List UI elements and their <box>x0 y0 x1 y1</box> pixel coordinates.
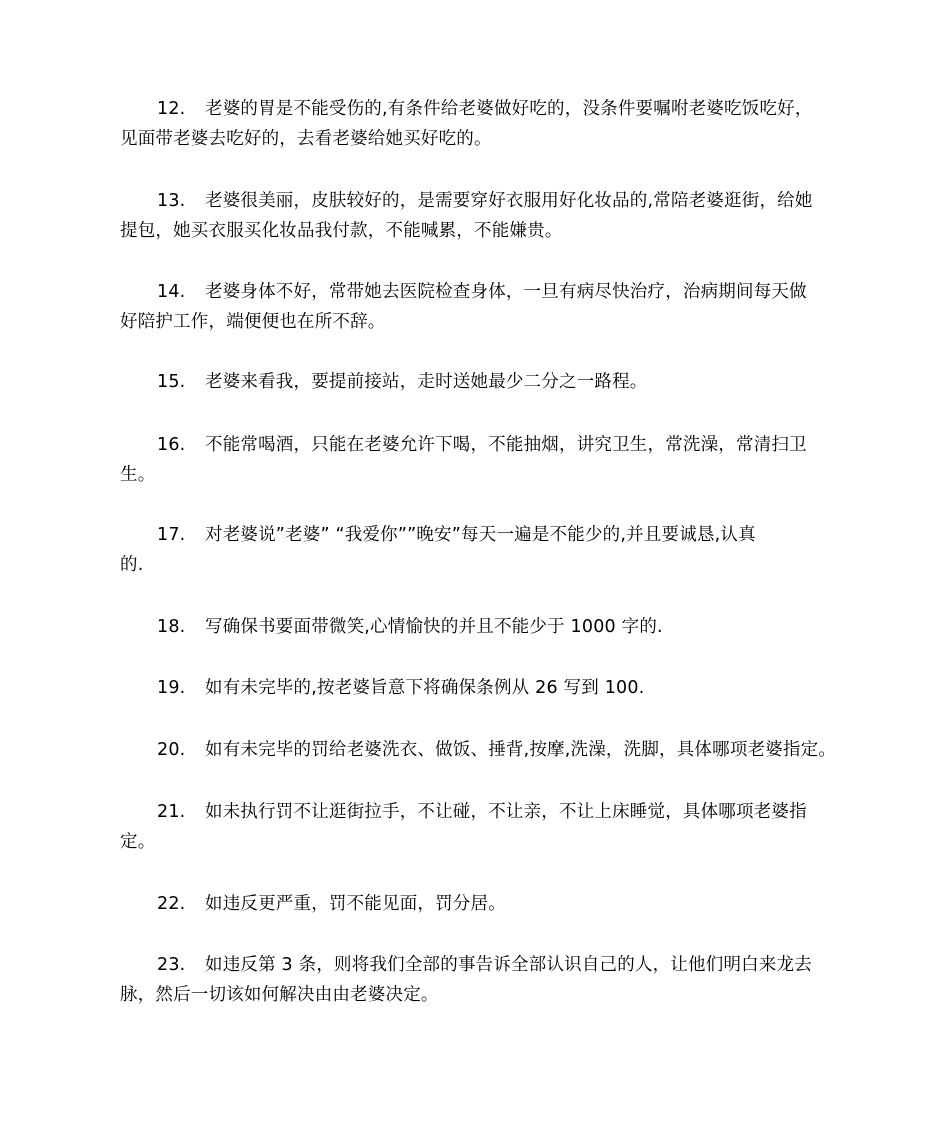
list-item <box>120 94 840 154</box>
list-item <box>120 673 840 703</box>
item-text: 不能常喝酒，只能在老婆允许下喝，不能抽烟，讲究卫生，常洗澡，常清扫卫 <box>205 435 807 455</box>
item-first-line <box>120 186 840 216</box>
list-item <box>120 797 840 857</box>
item-number: 21. <box>157 802 186 822</box>
item-continuation: 好陪护工作，端便便也在所不辞。 <box>120 312 386 332</box>
list-item <box>120 430 840 490</box>
item-continuation: 见面带老婆去吃好的，去看老婆给她买好吃的。 <box>120 129 492 149</box>
item-continuation: 脉，然后一切该如何解决由由老婆决定。 <box>120 985 439 1005</box>
item-first-line <box>120 367 840 397</box>
item-number: 16. <box>157 435 186 455</box>
list-item <box>120 520 840 580</box>
list-item <box>120 612 840 642</box>
item-continuation: 的. <box>120 555 144 575</box>
item-first-line <box>120 94 840 124</box>
item-text: 老婆很美丽，皮肤较好的，是需要穿好衣服用好化妆品的,常陪老婆逛街，给她 <box>205 191 813 211</box>
list-item <box>120 367 840 397</box>
item-continuation: 定。 <box>120 832 156 852</box>
item-first-line <box>120 673 840 703</box>
list-item <box>120 735 840 765</box>
item-first-line <box>120 277 840 307</box>
item-number: 18. <box>157 617 186 637</box>
item-first-line <box>120 430 840 460</box>
item-text: 老婆身体不好，常带她去医院检查身体，一旦有病尽快治疗，治病期间每天做 <box>205 282 807 302</box>
item-text: 老婆的胃是不能受伤的,有条件给老婆做好吃的，没条件要嘱咐老婆吃饭吃好， <box>205 99 813 119</box>
item-first-line <box>120 735 840 765</box>
item-number: 17. <box>157 525 186 545</box>
item-number: 15. <box>157 372 186 392</box>
item-text: 老婆来看我，要提前接站，走时送她最少二分之一路程。 <box>205 372 648 392</box>
item-text: 如违反第 3 条，则将我们全部的事告诉全部认识自己的人，让他们明白来龙去 <box>205 955 812 975</box>
item-continuation: 提包，她买衣服买化妆品我付款，不能喊累，不能嫌贵。 <box>120 221 563 241</box>
list-item <box>120 277 840 337</box>
item-text: 如违反更严重，罚不能见面，罚分居。 <box>205 894 506 914</box>
item-first-line <box>120 612 840 642</box>
item-first-line <box>120 950 840 980</box>
list-item <box>120 889 840 919</box>
item-text: 如有未完毕的罚给老婆洗衣、做饭、捶背,按摩,洗澡，洗脚，具体哪项老婆指定。 <box>205 740 837 760</box>
item-text: 对老婆说”老婆” “我爱你””晚安”每天一遍是不能少的,并且要诚恳,认真 <box>205 525 756 545</box>
item-text: 写确保书要面带微笑,心情愉快的并且不能少于 1000 字的. <box>205 617 663 637</box>
item-first-line <box>120 520 840 550</box>
item-first-line <box>120 889 840 919</box>
item-continuation: 生。 <box>120 465 156 485</box>
item-number: 22. <box>157 894 186 914</box>
item-number: 20. <box>157 740 186 760</box>
item-number: 12. <box>157 99 186 119</box>
item-number: 19. <box>157 678 186 698</box>
item-text: 如未执行罚不让逛街拉手，不让碰，不让亲，不让上床睡觉，具体哪项老婆指 <box>205 802 807 822</box>
item-first-line <box>120 797 840 827</box>
list-item <box>120 186 840 246</box>
item-number: 13. <box>157 191 186 211</box>
item-number: 14. <box>157 282 186 302</box>
item-number: 23. <box>157 955 186 975</box>
list-item <box>120 950 840 1010</box>
item-text: 如有未完毕的,按老婆旨意下将确保条例从 26 写到 100. <box>205 678 645 698</box>
